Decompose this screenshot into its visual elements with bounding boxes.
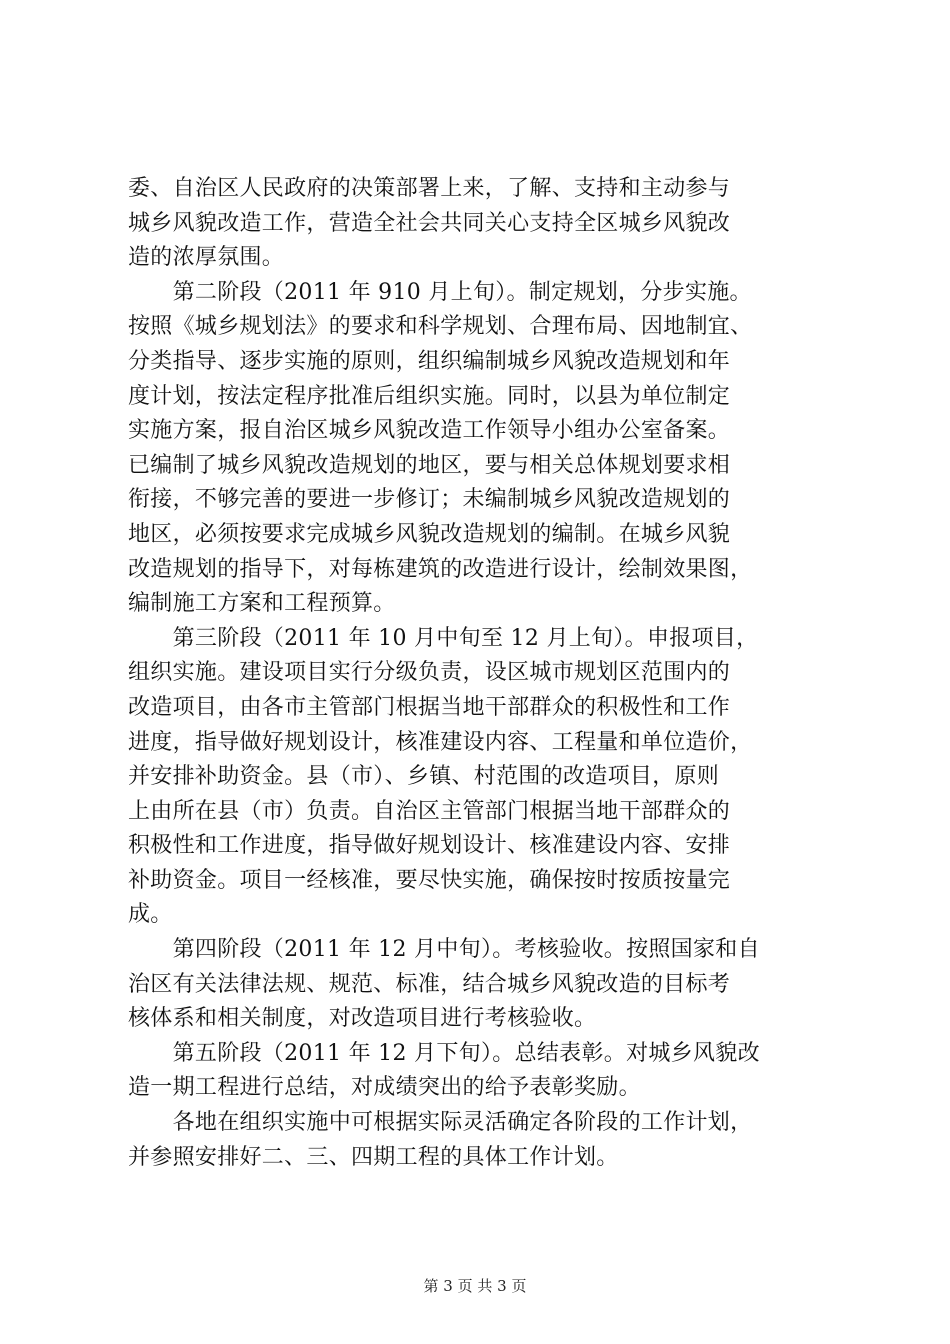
- text-line: 积极性和工作进度，指导做好规划设计、核准建设内容、安排: [128, 833, 731, 859]
- text-line: 城乡风貌改造工作，营造全社会共同关心支持全区城乡风貌改: [128, 210, 731, 236]
- text-line: 编制施工方案和工程预算。: [128, 591, 396, 617]
- text-line: 并参照安排好二、三、四期工程的具体工作计划。: [128, 1144, 619, 1170]
- text-line: 进度，指导做好规划设计，核准建设内容、工程量和单位造价，: [128, 729, 753, 755]
- page-footer: 第 3 页 共 3 页: [423, 1277, 527, 1295]
- text-line: 上由所在县（市）负责。自治区主管部门根据当地干部群众的: [128, 798, 731, 824]
- text-line: 第三阶段（2011 年 10 月中旬至 12 月上旬）。申报项目，: [128, 625, 759, 651]
- text-line: 造一期工程进行总结，对成绩突出的给予表彰奖励。: [128, 1075, 641, 1101]
- text-line: 度计划，按法定程序批准后组织实施。同时，以县为单位制定: [128, 383, 731, 409]
- text-line: 治区有关法律法规、规范、标准，结合城乡风貌改造的目标考: [128, 971, 731, 997]
- text-line: 成。: [128, 902, 173, 928]
- text-line: 已编制了城乡风貌改造规划的地区，要与相关总体规划要求相: [128, 452, 731, 478]
- text-line: 第二阶段（2011 年 910 月上旬）。制定规划，分步实施。: [128, 279, 752, 305]
- text-line: 补助资金。项目一经核准，要尽快实施，确保按时按质按量完: [128, 867, 731, 893]
- text-line: 核体系和相关制度，对改造项目进行考核验收。: [128, 1006, 597, 1032]
- text-line: 改造规划的指导下，对每栋建筑的改造进行设计，绘制效果图，: [128, 556, 753, 582]
- text-line: 分类指导、逐步实施的原则，组织编制城乡风貌改造规划和年: [128, 348, 731, 374]
- text-line: 组织实施。建设项目实行分级负责，设区城市规划区范围内的: [128, 660, 731, 686]
- text-line: 第五阶段（2011 年 12 月下旬）。总结表彰。对城乡风貌改: [128, 1040, 760, 1066]
- text-line: 造的浓厚氛围。: [128, 245, 285, 271]
- text-line: 第四阶段（2011 年 12 月中旬）。考核验收。按照国家和自: [128, 937, 760, 963]
- document-body: [128, 172, 828, 1175]
- text-line: 地区，必须按要求完成城乡风貌改造规划的编制。在城乡风貌: [128, 521, 731, 547]
- text-line: 委、自治区人民政府的决策部署上来，了解、支持和主动参与: [128, 176, 731, 201]
- text-line: 并安排补助资金。县（市）、乡镇、村范围的改造项目，原则: [128, 764, 720, 790]
- text-line: 衔接，不够完善的要进一步修订；未编制城乡风貌改造规划的: [128, 487, 731, 513]
- text-line: 按照《城乡规划法》的要求和科学规划、合理布局、因地制宜、: [128, 314, 753, 340]
- text-line: 各地在组织实施中可根据实际灵活确定各阶段的工作计划，: [128, 1110, 753, 1136]
- text-line: 改造项目，由各市主管部门根据当地干部群众的积极性和工作: [128, 694, 731, 720]
- text-line: 实施方案，报自治区城乡风貌改造工作领导小组办公室备案。: [128, 418, 731, 444]
